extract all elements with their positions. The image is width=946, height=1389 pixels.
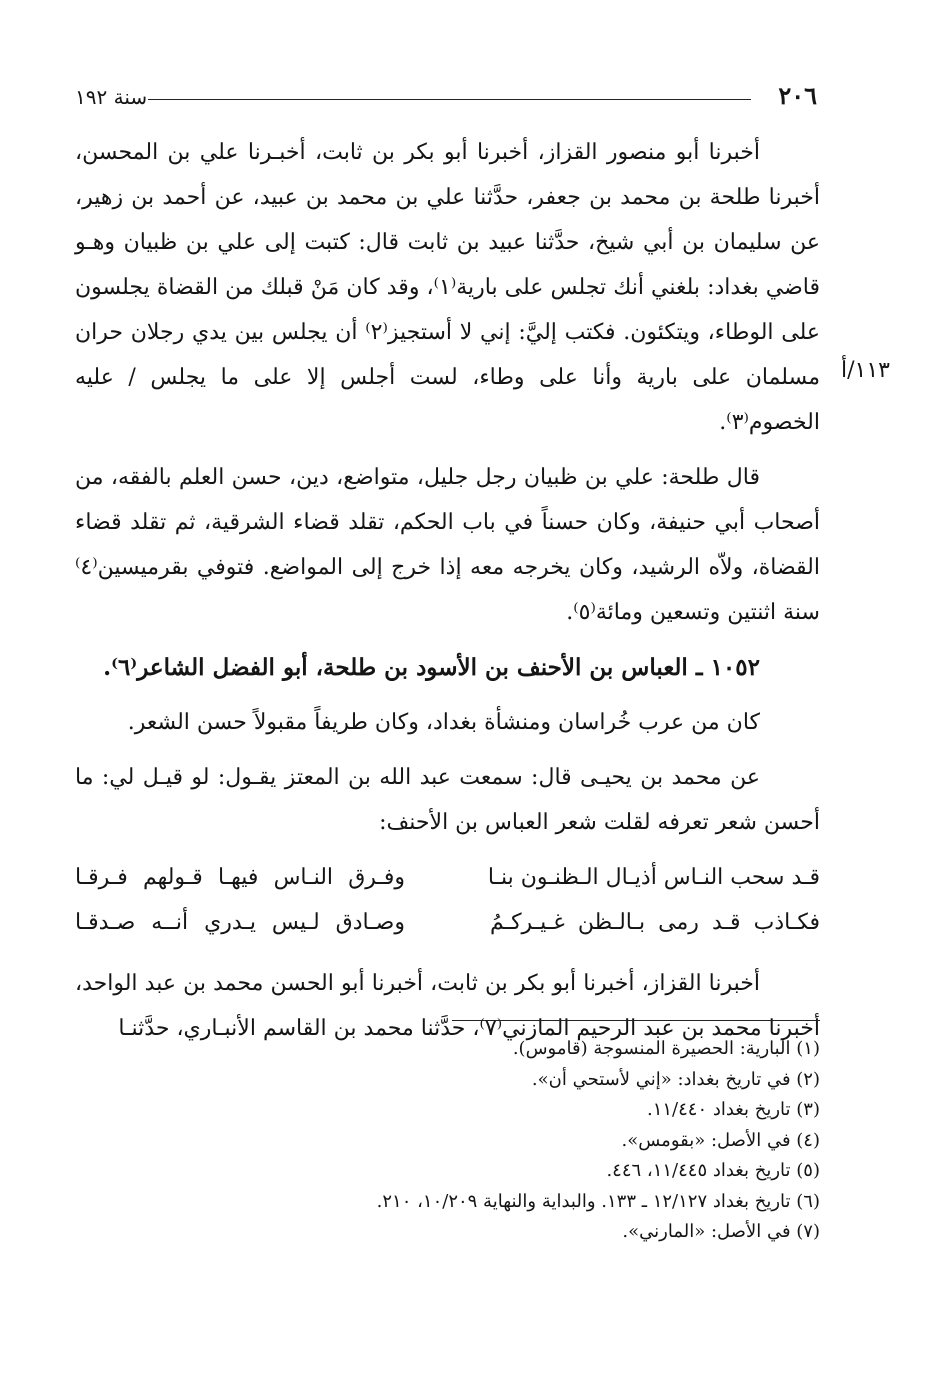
paragraph-talha: قال طلحة: علي بن ظبيان رجل جليل، متواضع، دين، حسن العلم بالفقه، من أصحاب أبي حنيفة، وكان حسناً في باب الحكم، تقلد قضاء الشرقية، ثم تقلد قضاء القضاة، ولاّه الرشيد، وكان يخرجه معه إذا خرج إلى المواضع. فتوفي بقرميسين⁽٤⁾ سنة اثنتين وتسعين ومائة⁽٥⁾. bbox=[75, 465, 820, 625]
footnote: (٥) تاريخ بغداد ١١/٤٤٥، ٤٤٦. bbox=[606, 1160, 820, 1181]
footnote: (١) البارية: الحصيرة المنسوجة (قاموس). bbox=[512, 1038, 820, 1059]
footnote: (٧) في الأصل: «المارني». bbox=[622, 1221, 820, 1242]
poem-hemistich-second: وصـادق لـيس يـدري أنــه صـدقـا bbox=[75, 910, 405, 935]
poem bbox=[75, 855, 820, 945]
entry-paragraph: عن محمد بن يحيـى قال: سمعت عبد الله بن المعتز يقـول: لو قيـل لي: ما أحسن شعر تعرفه لقلت شعر العباس بن الأحنف: bbox=[75, 765, 820, 835]
footnotes bbox=[260, 1034, 820, 1248]
footnote-rule bbox=[452, 1020, 820, 1021]
entry-paragraph: أخبرنا القزاز، أخبرنا أبو بكر بن ثابت، أخبرنا أبو الحسن محمد بن عبد الواحد، أخبرنا محمد بن عبد الرحيم المازني⁽٧⁾، حدَّثنا محمد بن القاسم الأنبـاري، حدَّثنـا bbox=[75, 971, 820, 1041]
page-number: ٢٠٦ bbox=[778, 81, 817, 110]
poem-verse bbox=[75, 900, 820, 945]
poem-hemistich-second: وفـرق النـاس فيهـا قـولهم فـرقـا bbox=[75, 865, 405, 890]
poem-hemistich-first: قـد سحب النـاس أذيـال الـظنـون بنـا bbox=[487, 865, 820, 890]
page-header bbox=[75, 82, 817, 112]
paragraph-isnad: أخبرنا أبو منصور القزاز، أخبرنا أبو بكر بن ثابت، أخبـرنا علي بن المحسن، أخبرنا طلحة بن محمد بن جعفر، حدَّثنا علي بن محمد بن عبيد، عن أحمد بن زهير، عن سليمان بن أبي شيخ، حدَّثنا عبيد بن ثابت قال: كتبت إلى علي بن ظبيان وهـو قاضي بغداد: بلغني أنك تجلس على بارية⁽١⁾، وقد كان مَنْ قبلك من القضاة يجلسون على الوطاء، ويتكئون. فكتب إليَّ: إني لا أستجيز⁽٢⁾ أن يجلس بين يدي رجلان حران مسلمان على بارية وأنا على وطاء، لست أجلس إلا على ما يجلس / عليه الخصوم⁽٣⁾. bbox=[75, 140, 821, 435]
margin-folio-ref: ١١٣/أ bbox=[841, 358, 890, 383]
header-rule bbox=[148, 99, 751, 100]
entry-heading: ١٠٥٢ ـ العباس بن الأحنف بن الأسود بن طلحة، أبو الفضل الشاعر⁽٦⁾. bbox=[103, 654, 760, 681]
entry-paragraph: كان من عرب خُراسان ومنشأة بغداد، وكان طريفاً مقبولاً حسن الشعر. bbox=[127, 710, 760, 735]
footnote: (٦) تاريخ بغداد ١٢/١٢٧ ـ ١٣٣. والبداية والنهاية ١٠/٢٠٩، ٢١٠. bbox=[376, 1190, 820, 1212]
main-text bbox=[75, 130, 890, 1061]
footnote: (٣) تاريخ بغداد ١١/٤٤٠. bbox=[646, 1099, 820, 1120]
running-head: سنة ١٩٢ bbox=[75, 85, 148, 109]
footnote: (٢) في تاريخ بغداد: «إني لأستحي أن». bbox=[531, 1068, 820, 1090]
poem-hemistich-first: فكـاذب قـد رمى بـالـظن غـيـركـمُ bbox=[490, 910, 820, 935]
footnote: (٤) في الأصل: «بقومس». bbox=[621, 1129, 820, 1151]
poem-verse bbox=[75, 855, 820, 900]
